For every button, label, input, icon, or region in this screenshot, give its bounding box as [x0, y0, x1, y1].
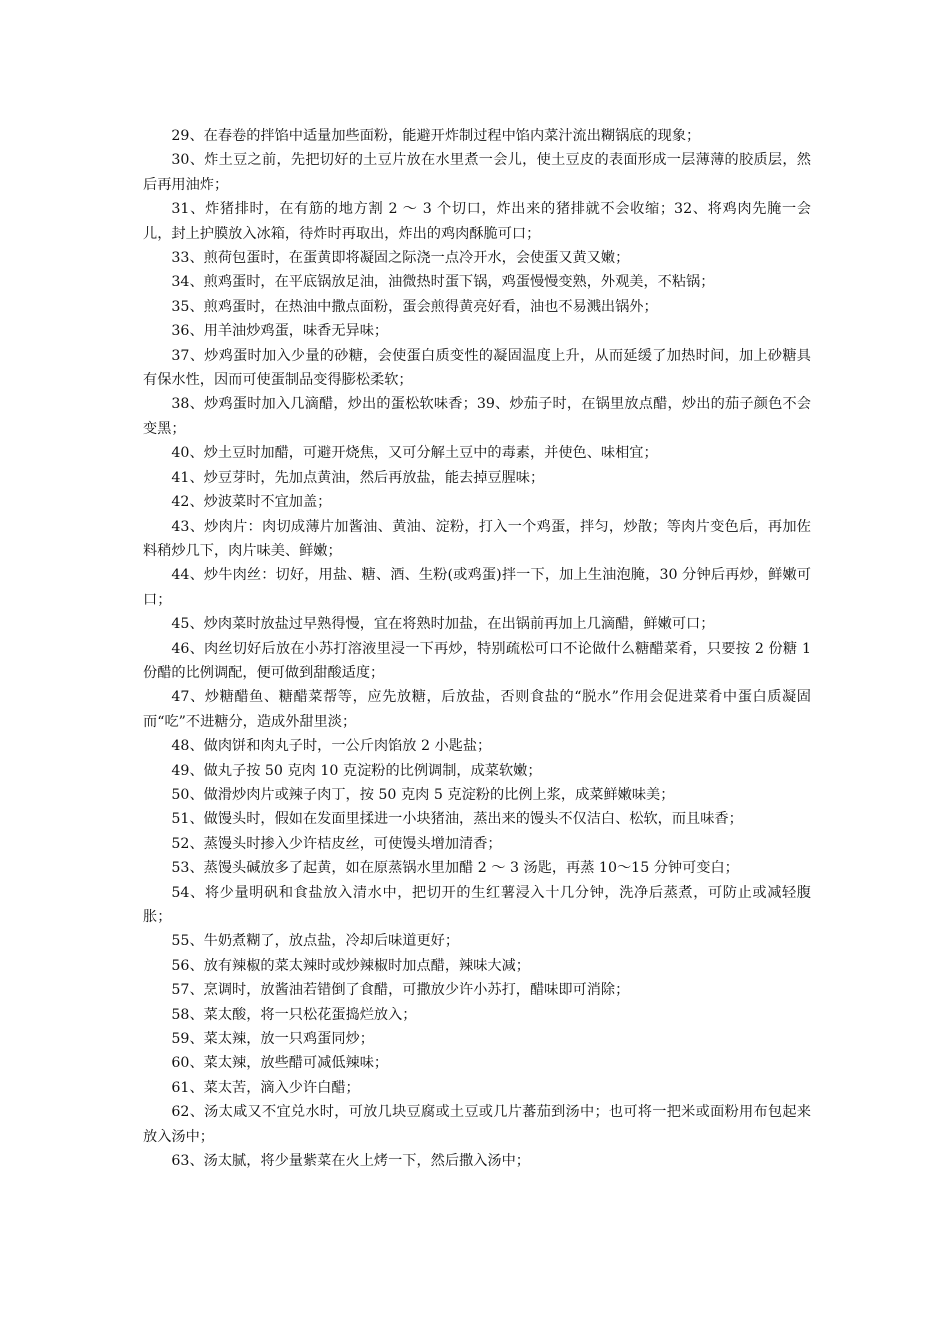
document-body — [143, 124, 811, 1173]
paragraph: 43、炒肉片：肉切成薄片加酱油、黄油、淀粉，打入一个鸡蛋，拌匀，炒散；等肉片变色后，再加佐料稍炒几下，肉片味美、鲜嫩； — [143, 518, 811, 559]
paragraph: 52、蒸馒头时掺入少许桔皮丝，可使馒头增加清香； — [171, 835, 502, 852]
paragraph: 58、菜太酸，将一只松花蛋捣烂放入； — [171, 1006, 417, 1023]
paragraph: 42、炒波菜时不宜加盖； — [171, 494, 332, 511]
paragraph: 30、炸土豆之前，先把切好的土豆片放在水里煮一会儿，使土豆皮的表面形成一层薄薄的胶质层，然后再用油炸； — [143, 152, 811, 193]
paragraph: 53、蒸馒头碱放多了起黄，如在原蒸锅水里加醋 2 ～ 3 汤匙，再蒸 10～15 分钟可变白； — [171, 860, 739, 877]
paragraph: 55、牛奶煮糊了，放点盐，冷却后味道更好； — [171, 933, 460, 950]
paragraph: 33、煎荷包蛋时，在蛋黄即将凝固之际浇一点冷开水，会使蛋又黄又嫩； — [171, 250, 630, 267]
paragraph: 36、用羊油炒鸡蛋，味香无异味； — [171, 323, 389, 340]
paragraph: 61、菜太苦，滴入少许白醋； — [171, 1079, 360, 1096]
paragraph: 56、放有辣椒的菜太辣时或炒辣椒时加点醋，辣味大减； — [171, 957, 530, 974]
paragraph: 62、汤太咸又不宜兑水时，可放几块豆腐或土豆或几片蕃茄到汤中；也可将一把米或面粉用布包起来放入汤中； — [143, 1104, 811, 1145]
paragraph: 46、肉丝切好后放在小苏打溶液里浸一下再炒，特别疏松可口不论做什么糖醋菜肴，只要按 2 份糖 1 份醋的比例调配，便可做到甜酸适度； — [143, 640, 811, 681]
paragraph: 54、将少量明矾和食盐放入清水中，把切开的生红薯浸入十几分钟，洗净后蒸煮，可防止或减轻腹胀； — [143, 884, 811, 925]
paragraph: 38、炒鸡蛋时加入几滴醋，炒出的蛋松软味香；39、炒茄子时，在锅里放点醋，炒出的茄子颜色不会变黑； — [143, 396, 811, 437]
paragraph: 29、在春卷的拌馅中适量加些面粉，能避开炸制过程中馅内菜汁流出糊锅底的现象； — [171, 128, 701, 144]
paragraph: 48、做肉饼和肉丸子时，一公斤肉馅放 2 小匙盐； — [171, 738, 492, 755]
paragraph: 57、烹调时，放酱油若错倒了食醋，可撒放少许小苏打，醋味即可消除； — [171, 982, 630, 999]
paragraph: 31、炸猪排时，在有筋的地方割 2 ～ 3 个切口，炸出来的猪排就不会收缩；32、将鸡肉先腌一会儿，封上护膜放入冰箱，待炸时再取出，炸出的鸡肉酥脆可口； — [143, 201, 811, 242]
paragraph: 34、煎鸡蛋时，在平底锅放足油，油微热时蛋下锅，鸡蛋慢慢变熟，外观美，不粘锅； — [171, 274, 715, 291]
paragraph: 45、炒肉菜时放盐过早熟得慢，宜在将熟时加盐，在出锅前再加上几滴醋，鲜嫩可口； — [171, 616, 715, 633]
paragraph: 51、做馒头时，假如在发面里揉进一小块猪油，蒸出来的馒头不仅洁白、松软，而且味香； — [171, 811, 743, 828]
paragraph: 40、炒土豆时加醋，可避开烧焦，又可分解土豆中的毒素，并使色、味相宜； — [171, 445, 658, 462]
paragraph: 60、菜太辣，放些醋可减低辣味； — [171, 1055, 389, 1072]
paragraph: 49、做丸子按 50 克肉 10 克淀粉的比例调制，成菜软嫩； — [171, 762, 542, 779]
paragraph: 50、做滑炒肉片或辣子肉丁，按 50 克肉 5 克淀粉的比例上浆，成菜鲜嫩味美； — [171, 786, 675, 803]
paragraph: 35、煎鸡蛋时，在热油中撒点面粉，蛋会煎得黄亮好看，油也不易溅出锅外； — [171, 298, 658, 315]
paragraph: 41、炒豆芽时，先加点黄油，然后再放盐，能去掉豆腥味； — [171, 469, 545, 486]
paragraph: 59、菜太辣，放一只鸡蛋同炒； — [171, 1031, 374, 1048]
paragraph: 63、汤太腻，将少量紫菜在火上烤一下，然后撒入汤中； — [171, 1153, 530, 1170]
paragraph: 44、炒牛肉丝：切好，用盐、糖、酒、生粉(或鸡蛋)拌一下，加上生油泡腌，30 分钟后再炒，鲜嫩可口； — [143, 567, 811, 608]
paragraph: 37、炒鸡蛋时加入少量的砂糖，会使蛋白质变性的凝固温度上升，从而延缓了加热时间，加上砂糖具有保水性，因而可使蛋制品变得膨松柔软； — [143, 347, 811, 389]
paragraph: 47、炒糖醋鱼、糖醋菜帮等，应先放糖，后放盐，否则食盐的“脱水”作用会促进菜肴中蛋白质凝固而“吃”不进糖分，造成外甜里淡； — [143, 689, 811, 730]
